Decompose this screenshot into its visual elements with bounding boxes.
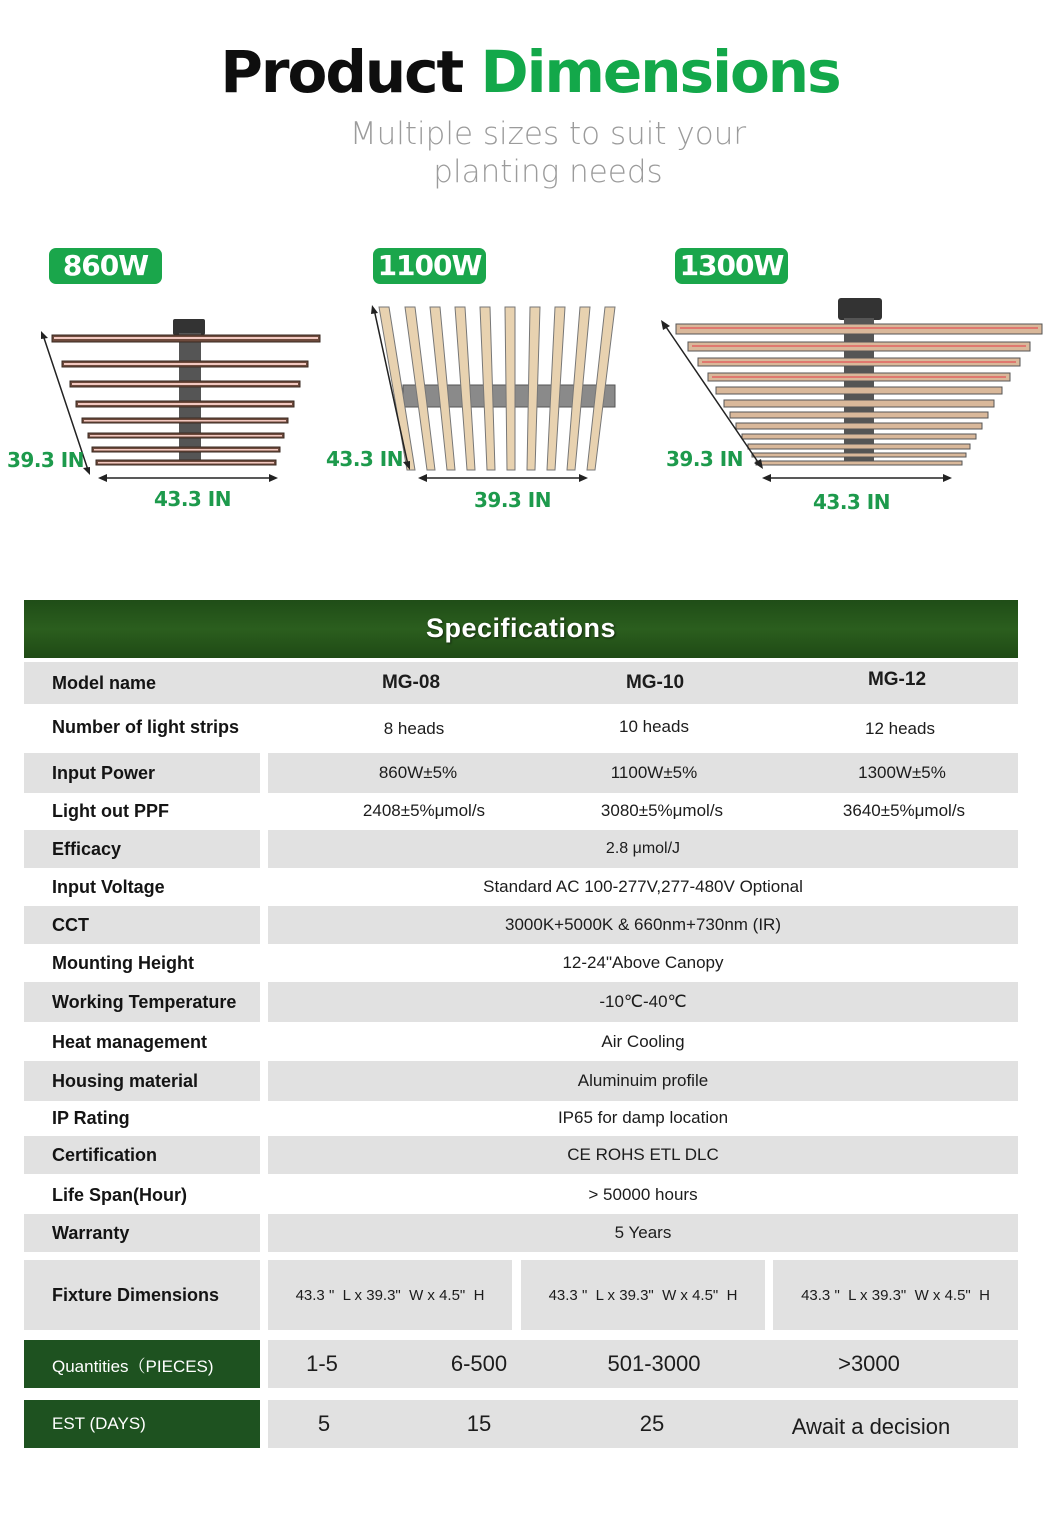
spec-label: Warranty [24,1214,260,1252]
spec-value: Aluminuim profile [268,1061,1018,1101]
spec-label: Input Voltage [52,876,165,897]
est-tier-3: 25 [639,1411,665,1436]
quantity-tier-4: >3000 [838,1351,900,1376]
page-title [0,38,1060,106]
quantity-tier-1: 1-5 [306,1351,338,1376]
width-arrow-1100w [418,472,588,484]
spec-row-fixture-dimensions [24,1260,1018,1330]
spec-row-ip-rating [24,1100,1018,1136]
spec-value-mg10: 1100W±5% [610,763,698,782]
title-product: Product [220,38,463,106]
spec-row-warranty [24,1214,1018,1252]
width-arrow-860w [98,472,278,484]
quantity-tier-2: 6-500 [450,1351,508,1376]
spec-row-model-name [24,662,1018,704]
badge-1300w: 1300W [675,248,788,284]
spec-label: Efficacy [24,830,260,868]
spec-row-working-temperature [24,982,1018,1022]
spec-value: Air Cooling [601,1032,685,1051]
badge-860w: 860W [49,248,162,284]
quantity-tier-3: 501-3000 [607,1351,701,1376]
spec-row-input-voltage [24,868,1018,906]
spec-value: 12-24"Above Canopy [562,953,724,972]
spec-value-mg12: MG-12 [867,669,927,690]
spec-label: Fixture Dimensions [24,1260,260,1330]
spec-label: Life Span(Hour) [52,1184,187,1205]
spec-value-mg10: MG-10 [625,672,685,693]
spec-label: IP Rating [52,1107,130,1128]
depth-label-1100w: 43.3 IN [326,447,403,471]
badge-1100w: 1100W [373,248,486,284]
depth-label-860w: 39.3 IN [7,448,84,472]
spec-label: Heat management [52,1031,208,1052]
spec-value-mg12: 43.3 " L x 39.3" W x 4.5" H [773,1260,1018,1330]
spec-value-mg12: 3640±5%μmol/s [842,801,966,820]
width-label-1300w: 43.3 IN [813,490,890,514]
spec-value-mg10: 3080±5%μmol/s [600,801,724,820]
spec-value-mg08: 2408±5%μmol/s [362,801,486,820]
spec-row-mounting-height [24,944,1018,982]
spec-value: -10℃-40℃ [268,982,1018,1022]
spec-label: Housing material [24,1061,260,1101]
spec-value-mg08: 8 heads [383,719,445,738]
spec-value-mg10: 10 heads [619,717,689,736]
spec-row-ppf [24,792,1018,830]
spec-value: 5 Years [268,1214,1018,1252]
spec-value-mg10: 43.3 " L x 39.3" W x 4.5" H [521,1260,765,1330]
spec-row-light-strips [24,706,1018,748]
depth-label-1300w: 39.3 IN [666,447,743,471]
width-label-860w: 43.3 IN [154,487,231,511]
quantities-label: Quantities（PIECES) [24,1340,260,1388]
spec-row-certification [24,1136,1018,1174]
spec-label: Mounting Height [52,952,194,973]
spec-value: 3000K+5000K & 660nm+730nm (IR) [268,906,1018,944]
spec-label: Light out PPF [52,800,169,821]
spec-label: Working Temperature [24,982,260,1022]
spec-value: Standard AC 100-277V,277-480V Optional [483,877,803,896]
spec-label: CCT [24,906,260,944]
spec-value-mg08: MG-08 [381,672,441,693]
est-label: EST (DAYS) [24,1400,260,1448]
spec-value: 2.8 μmol/J [268,830,1018,868]
page-subtitle [0,115,1060,191]
width-label-1100w: 39.3 IN [474,488,551,512]
est-tier-1: 5 [317,1411,331,1436]
subtitle-line-1: Multiple sizes to suit your [349,116,747,152]
spec-row-cct [24,906,1018,944]
spec-label: Input Power [24,753,260,793]
est-tier-4: Await a decision [791,1414,951,1439]
spec-value: > 50000 hours [588,1185,698,1204]
est-row [24,1400,1018,1448]
est-tier-2: 15 [466,1411,492,1436]
spec-row-housing-material [24,1061,1018,1101]
spec-value: CE ROHS ETL DLC [268,1136,1018,1174]
quantities-row [24,1340,1018,1388]
spec-value-mg08: 860W±5% [378,763,458,782]
subtitle-line-2: planting needs [433,154,663,190]
spec-row-life-span [24,1176,1018,1214]
spec-value-mg12: 1300W±5% [858,763,946,782]
spec-label: Model name [52,672,157,693]
width-arrow-1300w [762,472,952,484]
spec-value-mg12: 12 heads [865,719,935,738]
specifications-header: Specifications [24,600,1018,658]
spec-value-mg08: 43.3 " L x 39.3" W x 4.5" H [268,1260,512,1330]
spec-label: Certification [24,1136,260,1174]
spec-row-heat-management [24,1022,1018,1062]
spec-value: IP65 for damp location [557,1108,729,1127]
title-dimensions: Dimensions [480,38,840,106]
spec-row-input-power [24,753,1018,793]
spec-label: Number of light strips [52,716,240,737]
spec-row-efficacy [24,830,1018,868]
